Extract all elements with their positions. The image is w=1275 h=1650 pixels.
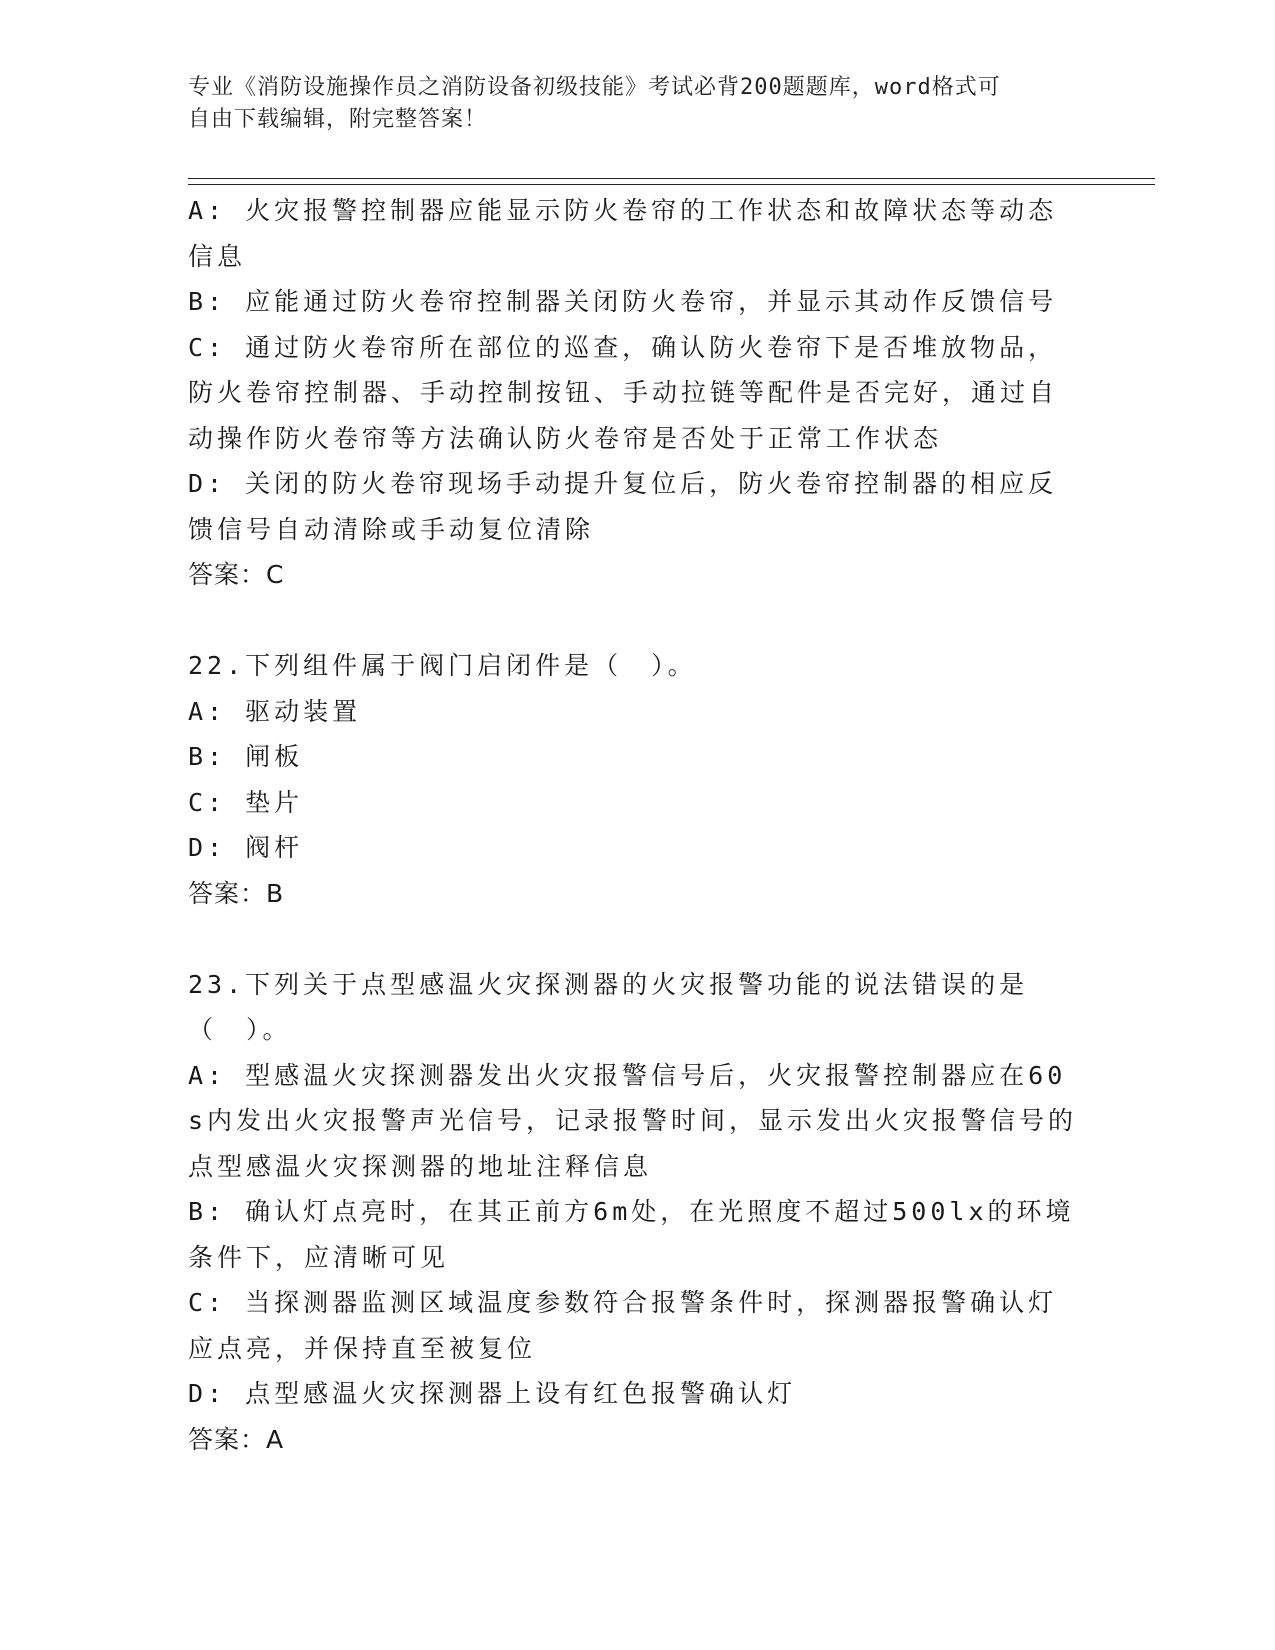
option-c: C: 当探测器监测区域温度参数符合报警条件时，探测器报警确认灯应点亮，并保持直至被复位: [188, 1288, 1058, 1363]
header-divider-bottom: [188, 184, 1155, 185]
option-c: C: 通过防火卷帘所在部位的巡查，确认防火卷帘下是否堆放物品，防火卷帘控制器、手动控制按钮、手动拉链等配件是否完好，通过自动操作防火卷帘等方法确认防火卷帘是否处于正常工作状态: [188, 332, 1059, 453]
option-d: D: 阀杆: [188, 833, 304, 862]
question-text: 22.下列组件属于阀门启闭件是（ ）。: [188, 651, 697, 680]
document-header: [188, 72, 1068, 136]
spacer: [188, 916, 1078, 962]
option-b: B: 应能通过防火卷帘控制器关闭防火卷帘，并显示其动作反馈信号: [188, 287, 1058, 316]
option-c: C: 垫片: [188, 787, 304, 817]
header-line-2: 自由下载编辑，附完整答案！: [188, 107, 488, 132]
header-line-1: 专业《消防设施操作员之消防设备初级技能》考试必背200题题库，word格式可: [188, 75, 1001, 100]
option-d: D: 点型感温火灾探测器上设有红色报警确认灯: [188, 1379, 797, 1408]
header-divider-top: [188, 178, 1155, 179]
answer-label: 答案：A: [188, 1424, 285, 1454]
option-b: B: 闸板: [188, 742, 304, 771]
option-a: A: 火灾报警控制器应能显示防火卷帘的工作状态和故障状态等动态信息: [188, 196, 1058, 271]
question-block-23: [188, 962, 1078, 1463]
question-block-21: [188, 188, 1078, 598]
option-b: B: 确认灯点亮时，在其正前方6m处，在光照度不超过500lx的环境条件下，应清晰可见: [188, 1197, 1075, 1272]
answer-label: 答案：B: [188, 878, 285, 908]
question-block-22: [188, 643, 1078, 916]
option-a: A: 驱动装置: [188, 696, 362, 726]
answer-label: 答案：C: [188, 560, 285, 589]
spacer: [188, 598, 1078, 644]
option-a: A: 型感温火灾探测器发出火灾报警信号后，火灾报警控制器应在60s内发出火灾报警声光信号，记录报警时间，显示发出火灾报警信号的点型感温火灾探测器的地址注释信息: [188, 1060, 1078, 1181]
question-content: [188, 188, 1078, 1462]
question-text: 23.下列关于点型感温火灾探测器的火灾报警功能的说法错误的是（ ）。: [188, 969, 1029, 1044]
option-d: D: 关闭的防火卷帘现场手动提升复位后，防火卷帘控制器的相应反馈信号自动清除或手动复位清除: [188, 469, 1058, 544]
